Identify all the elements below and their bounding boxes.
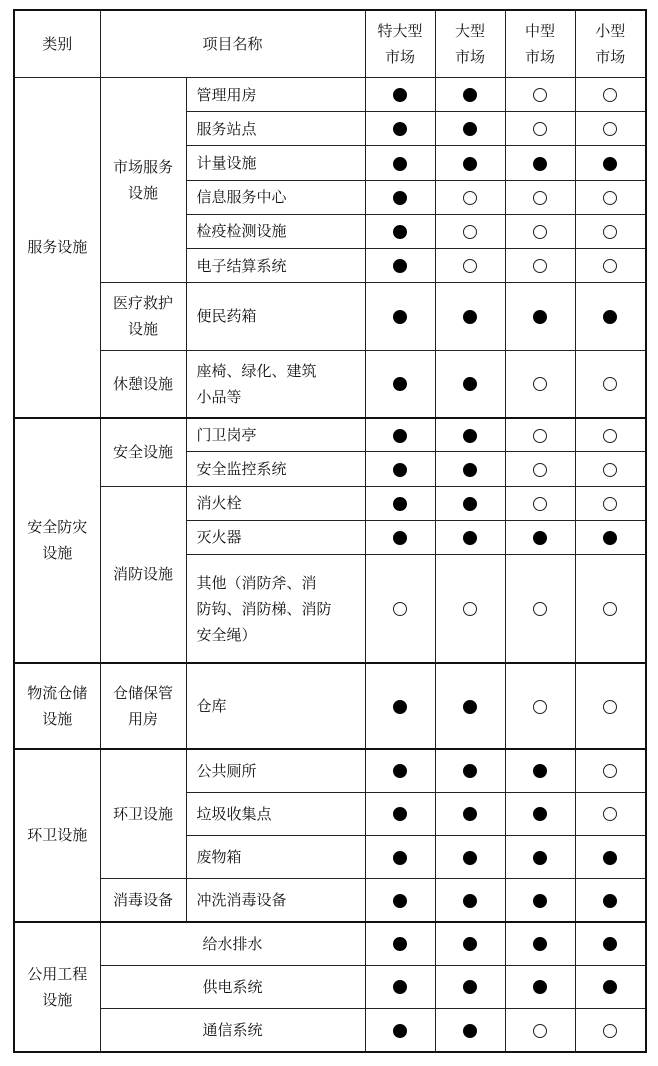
item-name-cell: 通信系统	[100, 1009, 365, 1052]
market-cell	[505, 146, 575, 180]
market-cell	[505, 77, 575, 111]
subgroup-cell: 休憩设施	[100, 350, 186, 417]
filled-circle-icon	[393, 225, 407, 239]
empty-circle-icon	[603, 191, 617, 205]
table-row	[14, 77, 646, 111]
market-cell	[505, 112, 575, 146]
item-name-cell: 消火栓	[186, 486, 365, 520]
filled-circle-icon	[463, 122, 477, 136]
market-cell	[435, 555, 505, 664]
market-cell	[365, 520, 435, 554]
filled-circle-icon	[533, 937, 547, 951]
market-cell	[575, 1009, 646, 1052]
subgroup-cell: 环卫设施	[100, 749, 186, 879]
item-name-cell: 灭火器	[186, 520, 365, 554]
empty-circle-icon	[603, 225, 617, 239]
filled-circle-icon	[463, 429, 477, 443]
filled-circle-icon	[463, 894, 477, 908]
market-cell	[435, 146, 505, 180]
empty-circle-icon	[393, 602, 407, 616]
empty-circle-icon	[533, 1024, 547, 1038]
market-cell	[505, 1009, 575, 1052]
market-cell	[505, 965, 575, 1008]
item-name-cell: 仓库	[186, 663, 365, 749]
empty-circle-icon	[533, 700, 547, 714]
market-cell	[435, 249, 505, 283]
filled-circle-icon	[393, 980, 407, 994]
filled-circle-icon	[393, 88, 407, 102]
market-cell	[435, 214, 505, 248]
item-name-cell: 公共厕所	[186, 749, 365, 792]
subgroup-cell: 市场服务 设施	[100, 77, 186, 282]
empty-circle-icon	[533, 88, 547, 102]
market-cell	[575, 77, 646, 111]
empty-circle-icon	[603, 122, 617, 136]
item-name-cell: 冲洗消毒设备	[186, 879, 365, 922]
table-body	[14, 10, 646, 1052]
market-cell	[575, 965, 646, 1008]
market-cell	[365, 749, 435, 792]
filled-circle-icon	[533, 157, 547, 171]
market-cell	[505, 452, 575, 486]
market-cell	[505, 879, 575, 922]
filled-circle-icon	[393, 157, 407, 171]
item-name-cell: 垃圾收集点	[186, 792, 365, 835]
filled-circle-icon	[463, 700, 477, 714]
filled-circle-icon	[463, 1024, 477, 1038]
empty-circle-icon	[533, 122, 547, 136]
market-cell	[575, 283, 646, 350]
filled-circle-icon	[533, 851, 547, 865]
market-cell	[365, 77, 435, 111]
filled-circle-icon	[463, 310, 477, 324]
market-cell	[435, 922, 505, 965]
table-row	[14, 418, 646, 452]
market-cell	[435, 1009, 505, 1052]
item-name-cell: 供电系统	[100, 965, 365, 1008]
item-name-cell: 检疫检测设施	[186, 214, 365, 248]
empty-circle-icon	[533, 225, 547, 239]
empty-circle-icon	[603, 88, 617, 102]
filled-circle-icon	[393, 122, 407, 136]
market-cell	[435, 835, 505, 878]
market-cell	[365, 1009, 435, 1052]
filled-circle-icon	[463, 463, 477, 477]
item-name-cell: 信息服务中心	[186, 180, 365, 214]
empty-circle-icon	[463, 602, 477, 616]
market-cell	[365, 792, 435, 835]
filled-circle-icon	[463, 157, 477, 171]
filled-circle-icon	[533, 807, 547, 821]
item-name-cell: 管理用房	[186, 77, 365, 111]
filled-circle-icon	[533, 310, 547, 324]
empty-circle-icon	[533, 463, 547, 477]
market-cell	[435, 879, 505, 922]
facility-table	[13, 9, 647, 1053]
market-cell	[435, 486, 505, 520]
market-cell	[365, 112, 435, 146]
market-cell	[505, 749, 575, 792]
market-cell	[575, 249, 646, 283]
market-cell	[365, 835, 435, 878]
filled-circle-icon	[393, 377, 407, 391]
header-market-l: 大型 市场	[435, 10, 505, 77]
item-name-cell: 便民药箱	[186, 283, 365, 350]
market-cell	[365, 180, 435, 214]
market-cell	[365, 555, 435, 664]
empty-circle-icon	[463, 225, 477, 239]
header-row	[14, 10, 646, 77]
market-cell	[505, 520, 575, 554]
market-cell	[435, 112, 505, 146]
market-cell	[575, 922, 646, 965]
header-market-s: 小型 市场	[575, 10, 646, 77]
empty-circle-icon	[533, 429, 547, 443]
market-cell	[575, 520, 646, 554]
market-cell	[505, 555, 575, 664]
category-cell: 环卫设施	[14, 749, 100, 922]
filled-circle-icon	[463, 937, 477, 951]
market-cell	[505, 350, 575, 417]
market-cell	[505, 835, 575, 878]
market-cell	[575, 180, 646, 214]
empty-circle-icon	[603, 429, 617, 443]
filled-circle-icon	[533, 531, 547, 545]
header-market-xl: 特大型 市场	[365, 10, 435, 77]
table-row	[14, 965, 646, 1008]
market-cell	[505, 663, 575, 749]
item-name-cell: 座椅、绿化、建筑 小品等	[186, 350, 365, 417]
category-cell: 安全防灾 设施	[14, 418, 100, 664]
filled-circle-icon	[463, 88, 477, 102]
market-cell	[505, 922, 575, 965]
table-row	[14, 350, 646, 417]
table-row	[14, 663, 646, 749]
filled-circle-icon	[603, 851, 617, 865]
filled-circle-icon	[393, 894, 407, 908]
filled-circle-icon	[393, 497, 407, 511]
market-cell	[575, 112, 646, 146]
market-cell	[365, 452, 435, 486]
market-cell	[365, 283, 435, 350]
header-market-m: 中型 市场	[505, 10, 575, 77]
market-cell	[575, 418, 646, 452]
market-cell	[365, 663, 435, 749]
filled-circle-icon	[603, 531, 617, 545]
market-cell	[575, 835, 646, 878]
filled-circle-icon	[603, 894, 617, 908]
market-cell	[505, 486, 575, 520]
market-cell	[365, 922, 435, 965]
filled-circle-icon	[533, 980, 547, 994]
market-cell	[435, 663, 505, 749]
filled-circle-icon	[393, 1024, 407, 1038]
market-cell	[435, 418, 505, 452]
filled-circle-icon	[463, 764, 477, 778]
empty-circle-icon	[533, 191, 547, 205]
market-cell	[575, 749, 646, 792]
filled-circle-icon	[463, 377, 477, 391]
market-cell	[365, 486, 435, 520]
table-row	[14, 1009, 646, 1052]
filled-circle-icon	[393, 531, 407, 545]
item-name-cell: 其他（消防斧、消 防钩、消防梯、消防 安全绳）	[186, 555, 365, 664]
empty-circle-icon	[463, 259, 477, 273]
market-cell	[365, 965, 435, 1008]
subgroup-cell: 医疗救护 设施	[100, 283, 186, 350]
market-cell	[435, 350, 505, 417]
empty-circle-icon	[603, 807, 617, 821]
item-name-cell: 电子结算系统	[186, 249, 365, 283]
item-name-cell: 给水排水	[100, 922, 365, 965]
filled-circle-icon	[603, 937, 617, 951]
subgroup-cell: 仓储保管 用房	[100, 663, 186, 749]
table-row	[14, 922, 646, 965]
filled-circle-icon	[393, 700, 407, 714]
subgroup-cell: 消毒设备	[100, 879, 186, 922]
empty-circle-icon	[603, 602, 617, 616]
filled-circle-icon	[463, 980, 477, 994]
filled-circle-icon	[603, 157, 617, 171]
filled-circle-icon	[463, 497, 477, 511]
market-cell	[575, 879, 646, 922]
market-cell	[505, 283, 575, 350]
header-category: 类别	[14, 10, 100, 77]
market-cell	[505, 418, 575, 452]
empty-circle-icon	[603, 700, 617, 714]
market-cell	[575, 214, 646, 248]
market-cell	[575, 555, 646, 664]
market-cell	[435, 452, 505, 486]
filled-circle-icon	[393, 937, 407, 951]
market-cell	[435, 77, 505, 111]
market-cell	[435, 283, 505, 350]
subgroup-cell: 消防设施	[100, 486, 186, 663]
filled-circle-icon	[393, 429, 407, 443]
market-cell	[505, 792, 575, 835]
empty-circle-icon	[603, 377, 617, 391]
market-cell	[365, 214, 435, 248]
market-cell	[575, 663, 646, 749]
market-cell	[575, 792, 646, 835]
empty-circle-icon	[603, 764, 617, 778]
filled-circle-icon	[463, 851, 477, 865]
item-name-cell: 计量设施	[186, 146, 365, 180]
filled-circle-icon	[393, 310, 407, 324]
item-name-cell: 安全监控系统	[186, 452, 365, 486]
market-cell	[575, 146, 646, 180]
market-cell	[365, 146, 435, 180]
empty-circle-icon	[463, 191, 477, 205]
category-cell: 服务设施	[14, 77, 100, 417]
market-cell	[365, 879, 435, 922]
empty-circle-icon	[533, 602, 547, 616]
table-row	[14, 749, 646, 792]
market-cell	[505, 214, 575, 248]
category-cell: 物流仓储 设施	[14, 663, 100, 749]
market-cell	[435, 180, 505, 214]
filled-circle-icon	[603, 980, 617, 994]
filled-circle-icon	[393, 807, 407, 821]
market-cell	[575, 486, 646, 520]
empty-circle-icon	[603, 497, 617, 511]
table-row	[14, 879, 646, 922]
empty-circle-icon	[603, 463, 617, 477]
filled-circle-icon	[463, 531, 477, 545]
filled-circle-icon	[393, 851, 407, 865]
filled-circle-icon	[533, 764, 547, 778]
empty-circle-icon	[603, 1024, 617, 1038]
market-cell	[435, 965, 505, 1008]
empty-circle-icon	[533, 259, 547, 273]
market-cell	[365, 350, 435, 417]
filled-circle-icon	[393, 191, 407, 205]
header-item: 项目名称	[100, 10, 365, 77]
item-name-cell: 服务站点	[186, 112, 365, 146]
market-cell	[435, 520, 505, 554]
market-cell	[365, 249, 435, 283]
item-name-cell: 门卫岗亭	[186, 418, 365, 452]
filled-circle-icon	[603, 310, 617, 324]
market-cell	[575, 452, 646, 486]
empty-circle-icon	[603, 259, 617, 273]
table-row	[14, 486, 646, 520]
market-cell	[365, 418, 435, 452]
category-cell: 公用工程 设施	[14, 922, 100, 1052]
market-cell	[435, 792, 505, 835]
market-cell	[505, 249, 575, 283]
table-row	[14, 283, 646, 350]
subgroup-cell: 安全设施	[100, 418, 186, 486]
filled-circle-icon	[393, 259, 407, 273]
market-cell	[505, 180, 575, 214]
filled-circle-icon	[533, 894, 547, 908]
empty-circle-icon	[533, 377, 547, 391]
filled-circle-icon	[393, 764, 407, 778]
market-cell	[435, 749, 505, 792]
empty-circle-icon	[533, 497, 547, 511]
filled-circle-icon	[463, 807, 477, 821]
filled-circle-icon	[393, 463, 407, 477]
item-name-cell: 废物箱	[186, 835, 365, 878]
market-cell	[575, 350, 646, 417]
